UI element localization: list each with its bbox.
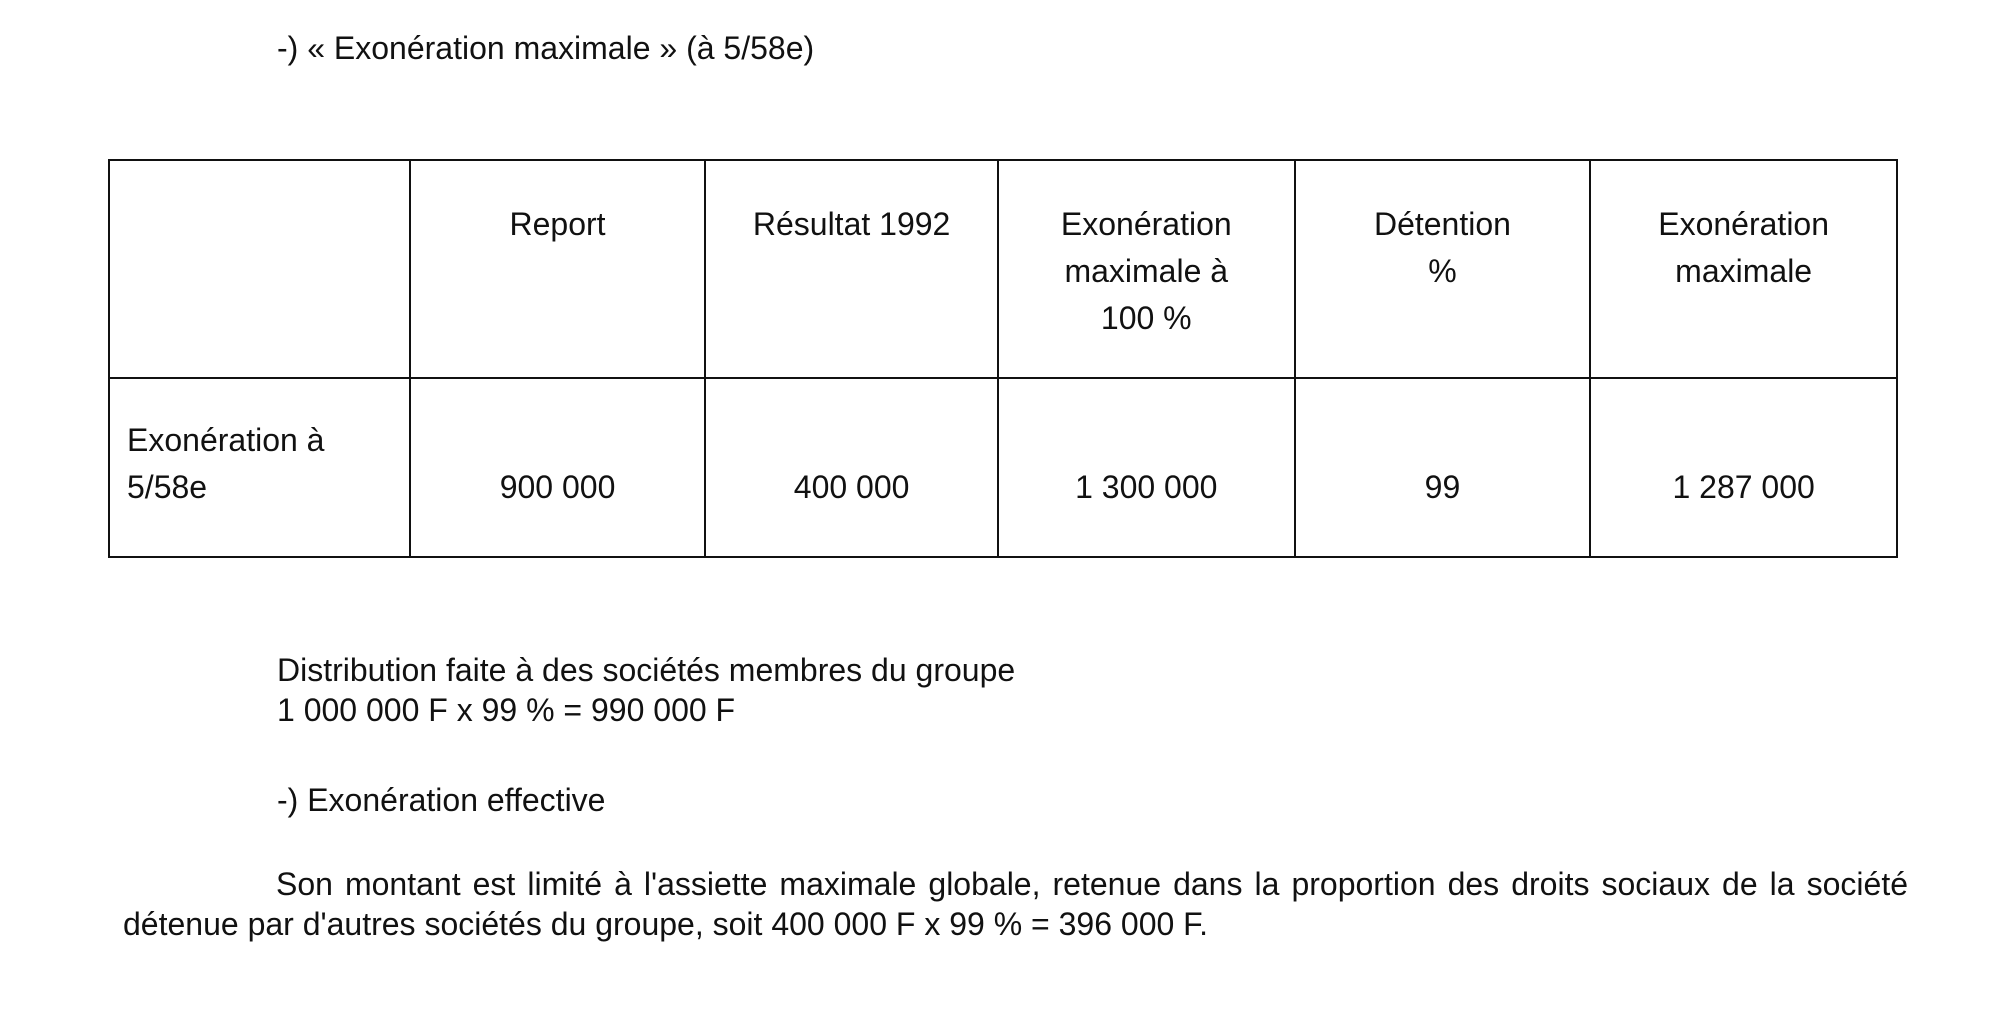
header-cell-exoneration-100: Exonération maximale à 100 % [998,160,1295,378]
cell-exoneration-100: 1 300 000 [998,378,1295,557]
distribution-line-2: 1 000 000 F x 99 % = 990 000 F [277,692,736,728]
cell-report: 900 000 [410,378,706,557]
table-row [109,378,1897,557]
cell-detention: 99 [1295,378,1591,557]
cell-exoneration-maximale: 1 287 000 [1590,378,1897,557]
header-cell-exoneration-maximale: Exonération maximale [1590,160,1897,378]
cell-resultat: 400 000 [705,378,998,557]
distribution-text [277,650,1015,730]
header-cell-resultat: Résultat 1992 [705,160,998,378]
section-heading: -) « Exonération maximale » (à 5/58e) [277,30,815,66]
effective-paragraph: Son montant est limité à l'assiette maximale globale, retenue dans la proportion des droits sociaux de la société détenue par d'autres sociétés du groupe, soit 400 000 F x 99 % = 396 000 F. [123,866,1908,942]
row-label-cell: Exonération à 5/58e [109,378,410,557]
effective-heading: -) Exonération effective [277,782,606,818]
header-cell-detention: Détention % [1295,160,1591,378]
table-header-row [109,160,1897,378]
exoneration-table [108,159,1898,558]
header-cell-empty [109,160,410,378]
header-cell-report: Report [410,160,706,378]
distribution-line-1: Distribution faite à des sociétés membres du groupe [277,652,1016,688]
